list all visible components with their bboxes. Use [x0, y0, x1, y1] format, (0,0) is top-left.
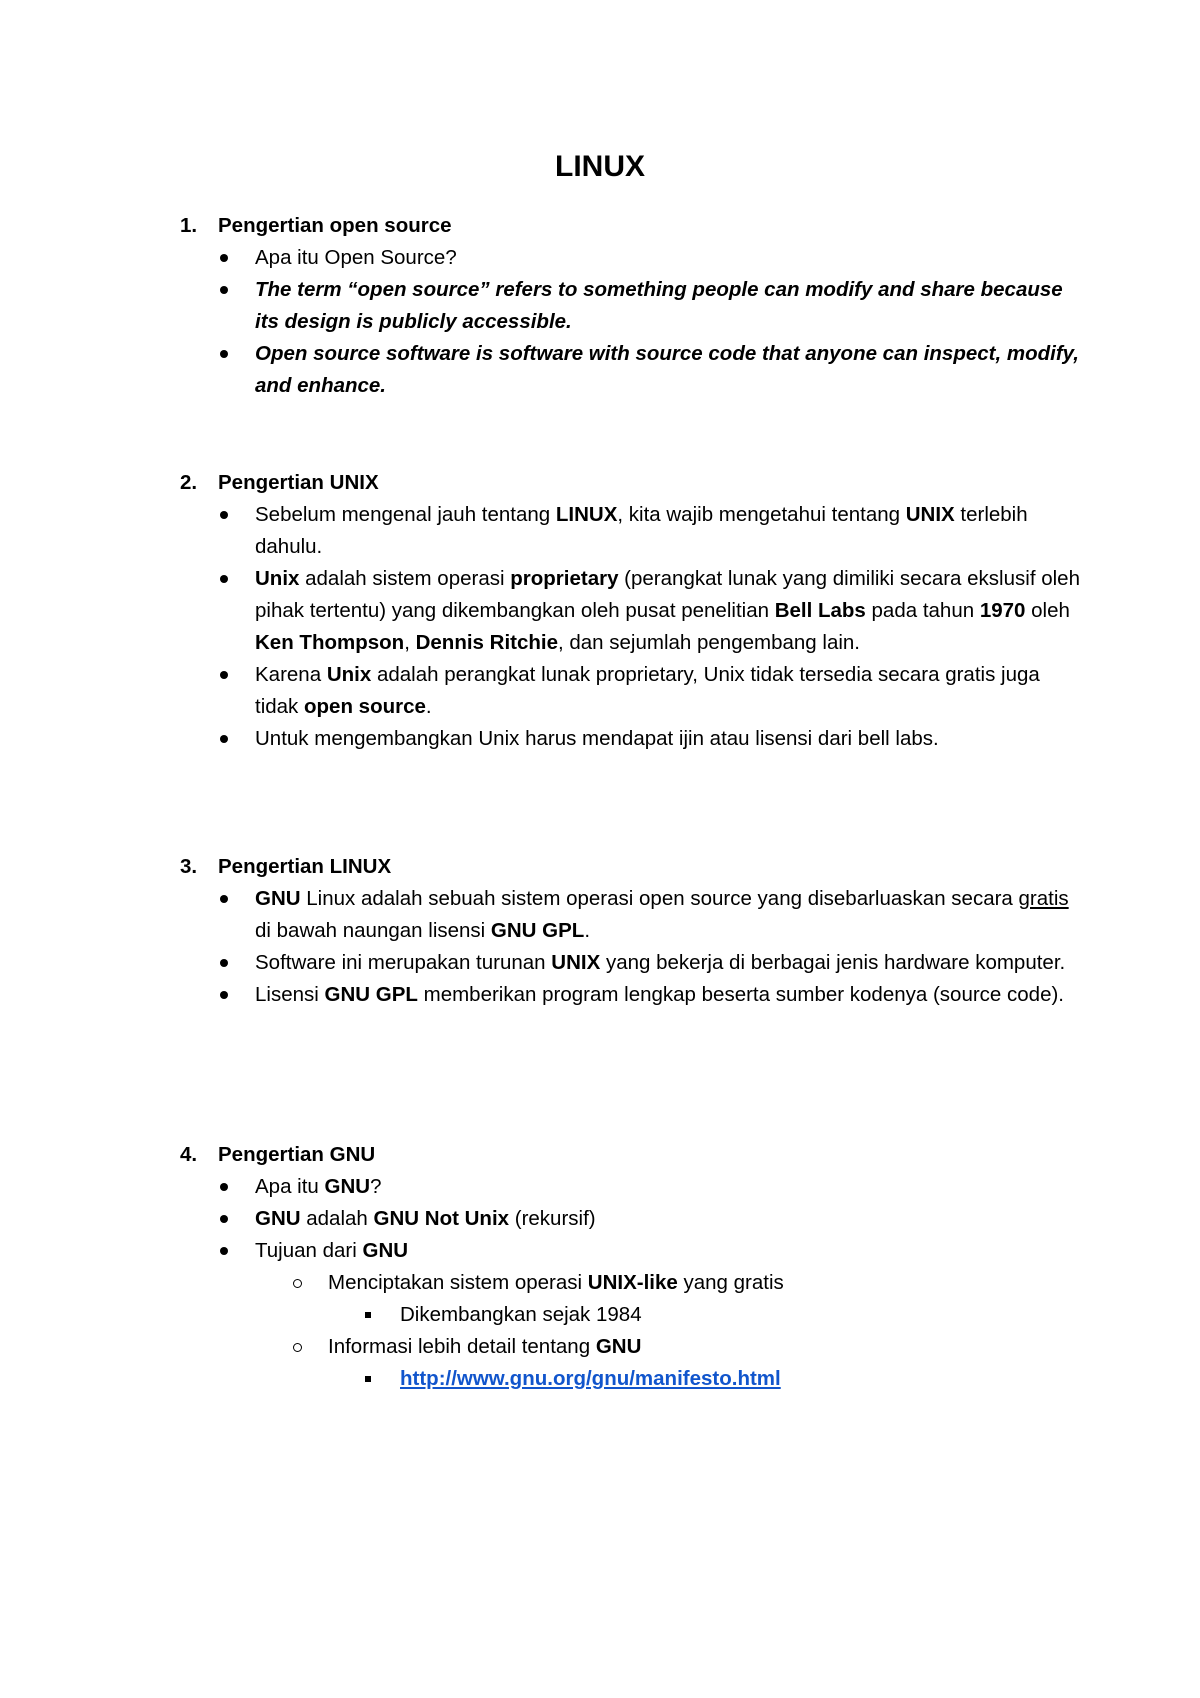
bullet-list: [180, 242, 1080, 402]
list-item: Apa itu GNU?: [180, 1171, 1080, 1203]
sub-sub-list-item: Dikembangkan sejak 1984: [180, 1299, 1080, 1331]
section-heading: [180, 1139, 1080, 1171]
section-number: 2.: [180, 471, 198, 494]
section-number: 3.: [180, 855, 198, 878]
section-number: 4.: [180, 1143, 198, 1166]
bullet-list: [180, 499, 1080, 755]
gnu-manifesto-link[interactable]: http://www.gnu.org/gnu/manifesto.html: [400, 1367, 781, 1390]
list-item: Unix adalah sistem operasi proprietary (perangkat lunak yang dimiliki secara ekslusif oleh pihak tertentu) yang dikembangkan oleh pusat penelitian Bell Labs pada tahun 1970 oleh Ken Thompson, Dennis Ritchie, dan sejumlah pengembang lain.: [180, 563, 1080, 659]
list-item: Tujuan dari GNU: [180, 1235, 1080, 1267]
list-item: [180, 242, 1080, 274]
list-item: Untuk mengembangkan Unix harus mendapat ijin atau lisensi dari bell labs.: [180, 723, 1080, 755]
list-item: GNU Linux adalah sebuah sistem operasi open source yang disebarluaskan secara gratis di bawah naungan lisensi GNU GPL.: [180, 883, 1080, 947]
list-item: [180, 338, 1080, 402]
list-item: Karena Unix adalah perangkat lunak proprietary, Unix tidak tersedia secara gratis juga tidak open source.: [180, 659, 1080, 723]
section-unix: [180, 467, 1080, 755]
section-heading: [180, 851, 1080, 883]
heading-text: Pengertian LINUX: [218, 855, 392, 878]
heading-text: Pengertian UNIX: [218, 471, 379, 494]
item-text: Apa itu Open Source?: [255, 246, 457, 269]
heading-text: Pengertian GNU: [218, 1143, 376, 1166]
section-heading: [180, 210, 1080, 242]
item-text: The term “open source” refers to something people can modify and share because its design is publicly accessible.: [255, 278, 1063, 333]
section-linux: [180, 851, 1080, 1011]
list-item: [180, 274, 1080, 338]
section-open-source: [180, 210, 1080, 402]
bullet-list: [180, 1171, 1080, 1395]
list-item: Lisensi GNU GPL memberikan program lengkap beserta sumber kodenya (source code).: [180, 979, 1080, 1011]
sub-sub-list-item: [180, 1363, 1080, 1395]
section-heading: [180, 467, 1080, 499]
item-text: Open source software is software with source code that anyone can inspect, modify, and enhance.: [255, 342, 1079, 397]
sub-list-item: Informasi lebih detail tentang GNU: [180, 1331, 1080, 1363]
section-number: 1.: [180, 214, 198, 237]
sub-list-item: Menciptakan sistem operasi UNIX-like yang gratis: [180, 1267, 1080, 1299]
page-title: LINUX: [555, 150, 645, 183]
section-gnu: [180, 1139, 1080, 1395]
list-item: GNU adalah GNU Not Unix (rekursif): [180, 1203, 1080, 1235]
list-item: Software ini merupakan turunan UNIX yang bekerja di berbagai jenis hardware komputer.: [180, 947, 1080, 979]
heading-text: Pengertian open source: [218, 214, 452, 237]
bullet-list: [180, 883, 1080, 1011]
list-item: Sebelum mengenal jauh tentang LINUX, kita wajib mengetahui tentang UNIX terlebih dahulu.: [180, 499, 1080, 563]
